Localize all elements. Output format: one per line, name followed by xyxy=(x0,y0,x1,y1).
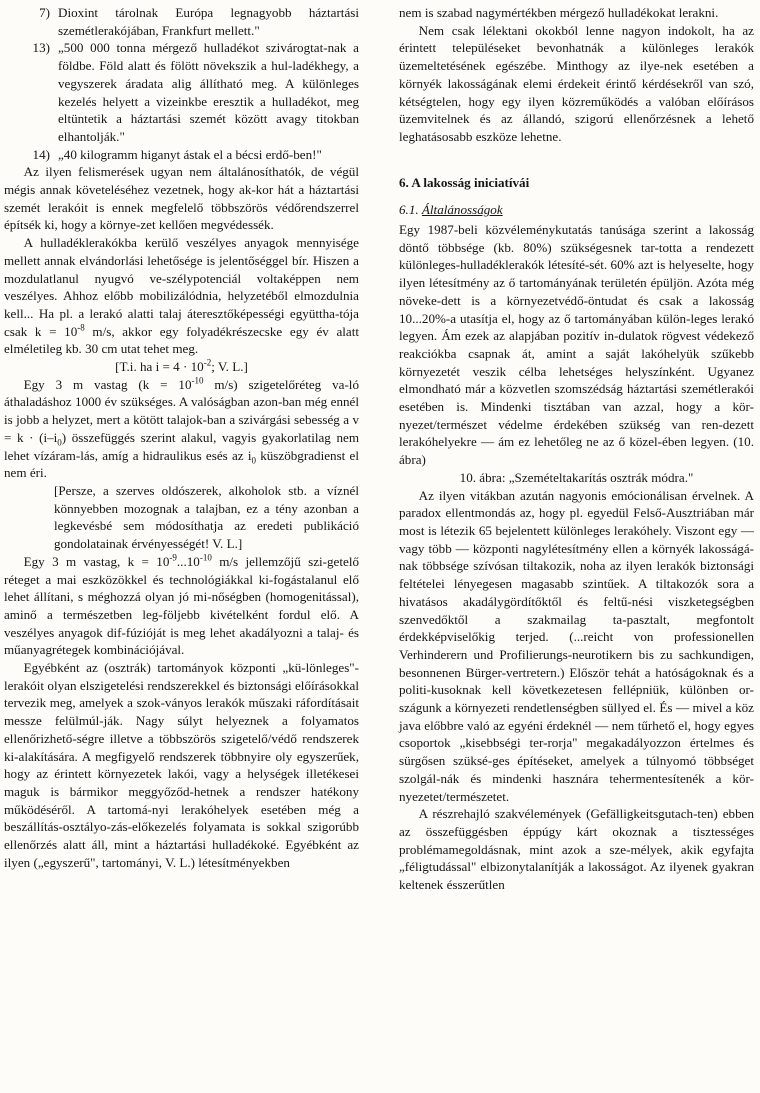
paragraph: A részrehajló szakvélemények (Gefälligkeitsgutach-ten) ebben az összefüggésben éppúgy kárt okoznak a tisztességes problémamegoldásnak, mint azok a sze-mélyek, akik egyfajta „féligtudással" elbizonytalanítják a lakosságot. Az ilyenek gyakran keltenek ésszerűtlen xyxy=(399,806,754,893)
editor-note: [T.i. ha $i = 4 \cdot 10^{-2}$; V. L.] xyxy=(115,357,248,375)
quote-7 xyxy=(4,4,359,39)
quote-text: „500 000 tonna mérgező hulladékot szivárogtat-nak a földbe. Föld alatt és fölött növekszik a hul-ladékhegy, a vegyszerek áradata alig állítható meg. A különleges kezelés helyett a vizeinkbe eresztik a hulladékot, meg eltüntetik a háztartási szemét között avagy titokban elhantolják." xyxy=(58,40,359,144)
paragraph: Nem csak lélektani okokból lenne nagyon indokolt, ha az érintett településeket bevonhatnák a különleges lerakók üzemeltetésének egészébe. Minthogy az ilye-nek esetében a környék lakosságának elemi érdekeit érintő kérdésekről van szó, kétségtelen, hogy egy ilyen közreműködés a valóban előírásos üzemvitelnek és az állandó, szigorú ellenőrzésnek a lehető leghatásosabb eszköze lehetne. xyxy=(399,22,754,144)
left-column xyxy=(4,4,359,871)
quote-text: „40 kilogramm higanyt ástak el a bécsi erdő-ben!" xyxy=(58,146,322,162)
paragraph: Egyébként az (osztrák) tartományok központi „kü-lönleges"-lerakóit olyan elszigetelési rendszerekkel és biztonsági előírásokkal tervezik meg, amelyek a szok-ványos lerakók műszaki ráfordításait messze felülmúl-ják. Nagy súlyt helyeznek a folyamatos ellenőrizhető-ségre illetve a többszörös szigetelő/védő rendszerek ki-alakítására. A megfigyelő rendszerek többnyire oly egyszerűek, hogy az érintett környezetek lakói, vagy a helységek illetékesei maguk is bármikor meggyőződ-hetnek a rendszer hatékony működéséről. A tartomá-nyi lerakóhelyek esetében még a beszállítás-osztályo-zás-előkezelés folyamata is sokkal szigorúbb ellenőrzés alatt áll, mint a háztartási hulladékoké. Egyébként az ilyen („egyszerű", tartományi, V. L.) létesítményekben xyxy=(4,660,359,870)
section-heading: 6. A lakosság iniciatívái xyxy=(399,174,530,190)
paragraph: Egy 3 m vastag ($k = 10^{-10}$ m/s) szigetelőréteg va-ló áthaladáshoz 1000 év szükséges. A valóságban azon-ban még ennél is jobb a helyzet, mert a kötött talajok-ban a szivárgási sebesség a $v = k \cdot (i-i_0)$ összefüggés szerint alakul, vagyis gyakorlatilag nem lehet vízáram-lás, amíg a hidraulikus esés az $i_0$ küszöbgradienst el nem éri. xyxy=(4,375,359,481)
subsection-heading: 6.1. Általánosságok xyxy=(399,202,503,218)
quote-13 xyxy=(4,39,359,145)
editor-bracket-note: [Persze, a szerves oldószerek, alkoholok stb. a víznél könnyebben mozognak a talajban, ez a tény azonban a legkevésbé sem módosíthatja az eredeti publikáció gondolatainak érvényességét! V. L.] xyxy=(54,482,359,552)
quote-number: 7) xyxy=(39,5,50,20)
paragraph: Egy 1987-beli közvéleménykutatás tanúsága szerint a lakosság döntő többsége (kb. 80%) szükségesnek tar-totta a rendezett különleges-hulladéklerakók létesíté-sét. 60% azt is helyeselte, hogy ilyen létesítmény az ő tartományának területén épüljön. Azóta még növeke-dett is a környezetvédő-öntudat és csak a lakosság 10...20%-a utasítja el, hogy az ő tartományában külön-leges lerakó legyen. Ám ezek az alapjában pozitív in-dulatok rögvest védekező reakciókba csapnak át, amint a saját lakóhelyük szűkebb környezetét veszik célba lehetséges helyszínként. Ugyanez elmondható már a közvetlen szomszédság háztartási szemétlerakói esetében is. Mindenki tisztában van azzal, hogy a kör-nyezet/természet védelme érdekében szükség van ren-dezett lerakóhelyekre — ám ez lehetőleg ne az ő közel-ében legyen. (10. ábra) xyxy=(399,222,754,468)
quote-text: Dioxint tárolnak Európa legnagyobb háztartási szemétlerakójában, Frankfurt mellett." xyxy=(58,5,359,38)
figure-caption: 10. ábra: „Szemételtakarítás osztrák módra." xyxy=(459,469,694,485)
paragraph: Egy 3 m vastag, $k = 10^{-9}...10^{-10}$ m/s jellemzőjű szi-getelő réteget a mai eszközökkel és technológiákkal ki-fogástalanul elő lehet állítani, s méghozzá olyan jó mi-nőségben (homogenitással), aminő a természetben leg-följebb kivételként fordul elő. A veszélyes anyagok dif-fúzióját is meg lehet akadályozni a talaj- és műanyagrétegek kombinációjával. xyxy=(4,552,360,658)
quote-14 xyxy=(4,146,359,164)
quote-number: 13) xyxy=(32,40,50,56)
right-column xyxy=(399,4,754,894)
paragraph: nem is szabad nagymértékben mérgező hulladékokat lerakni. xyxy=(399,5,719,20)
paragraph: Az ilyen felismerések ugyan nem általánosíthatók, de végül mégis annak követeléséhez vezetnek, hogy ak-kor hát a háztartási szemét lerakóit is ennek megfelelő többszörös védőrendszerrel építsék ki, hogy a környe-zet kellően megvédessék. xyxy=(4,164,359,233)
paragraph: Az ilyen vitákban azután nagyonis emócionálisan érvelnek. A paradox ellentmondás az, hogy pl. egyedül Felső-Ausztriában már most is létezik 65 bejelentett különleges lerakóhely. Viszont egy — vagy több — központi nagylétesítmény ellen a környék lakosságá-nak többsége szívósan tiltakozik, noha az ilyen lerakók biztonsági feltételei lényegesen magasabb szintűek. A tiltakozók sora a hivatásos akadálygördítőktől és feltű-nési viszketegségben szenvedőktől a szakmailag ta-pasztalt, megfontolt érdekképviselőkig terjed. (...reicht von professionellen Verhinderern und Profilierungs-neurotikern bis zu sachkundigen, besonnenen Bürger-vertretern.) Először tehát a hatóságoknak és a politi-kusoknak kell következetesen fellépniük, különben or-szágunk a környezeti rendetlenségben süllyed el. És — mivel a köz java előbbre való az egyéni érdeknél — nem tűrhető el, hogy egyes csoportok „kisebbségi ter-rorja" megakadályozzon értelmes és sürgősen szüksé-ges építéseket, amelyek a túlnyomó többséget szolgál-nák és mindenki hasznára tehermentesítenék a kör-nyezetet/természetet. xyxy=(399,487,754,804)
quote-number: 14) xyxy=(32,146,50,162)
paragraph: A hulladéklerakókba kerülő veszélyes anyagok mennyisége mellett annak elvándorlási lehetősége is jelentőséggel bír. Hiszen a mozdulatlanul nyugvó ve-szélypotenciál voltaképpen nem veszélyes. Ahhoz előbb mobilizálódnia, helyzetéből elmozdulnia kell... Ha pl. a lerakó alatti talaj áteresztőképességi együttha-tója csak $k = 10^{-8}$ m/s, akkor egy folyadékrészecske egy év alatt elméletileg kb. 30 cm utat tehet meg. xyxy=(4,235,359,357)
